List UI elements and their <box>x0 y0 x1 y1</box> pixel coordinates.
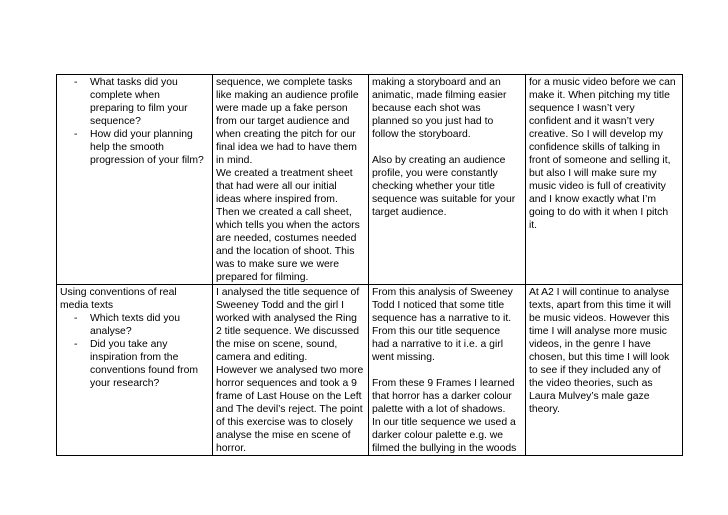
text-line: 2 title sequence. We discussed <box>215 326 360 337</box>
text-line: make it. When pitching my title <box>528 90 670 101</box>
text-line: analyse the mise en scene of <box>215 430 351 441</box>
text-line: frame of Last House on the Left <box>215 391 362 402</box>
text-line: and I know exactly what I’m <box>528 194 657 205</box>
text-line: preparing to film your <box>90 103 188 114</box>
text-line: had a narrative to it i.e. a girl <box>371 339 504 350</box>
text-line: How did your planning <box>90 129 193 140</box>
text-line: media texts <box>60 300 114 311</box>
text-line: in mind. <box>215 155 253 166</box>
text-line: going to do with it when I pitch <box>528 207 669 218</box>
text-line: Which texts did you <box>90 313 181 324</box>
question-list <box>60 312 209 390</box>
text-line: palette with a lot of shadows. <box>371 404 506 415</box>
text-line: Sweeney Todd and the girl I <box>215 300 345 311</box>
dash-bullet-icon: - <box>74 129 78 140</box>
text-line: but also I will make sure my <box>528 168 657 179</box>
text-line: confident and it wasn’t very <box>528 116 655 127</box>
text-line: darker colour palette e.g. we <box>371 430 504 441</box>
text-line: went missing. <box>371 352 435 363</box>
text-line: planned so you just had to <box>371 116 494 127</box>
cell-question <box>57 285 213 456</box>
text-line: from our target audience and <box>215 116 350 127</box>
text-line: progression of your film? <box>90 155 204 166</box>
text-line: I analysed the title sequence of <box>215 287 360 298</box>
text-line: creative. So I will develop my <box>528 129 663 140</box>
text-line: horror sequences and took a 9 <box>215 378 357 389</box>
text-line: ideas where inspired from. <box>215 194 338 205</box>
cell-answer <box>212 285 368 456</box>
text-line: and the location of shoot. This <box>215 246 355 257</box>
text-line: are needed, costumes needed <box>215 233 357 244</box>
text-line: sequence I wasn’t very <box>528 103 635 114</box>
text-line: Did you take any <box>90 339 168 350</box>
cell-answer <box>368 75 525 285</box>
table-row <box>57 285 683 456</box>
text-line: In our title sequence we used a <box>371 417 516 428</box>
text-line: for a music video before we can <box>528 77 676 88</box>
dash-bullet-icon: - <box>74 313 78 324</box>
text-line: the video theories, such as <box>528 378 653 389</box>
text-line: when creating the pitch for our <box>215 129 356 140</box>
text-line: From this analysis of Sweeney <box>371 287 513 298</box>
list-item <box>60 128 209 167</box>
text-line: were made up a fake person <box>215 103 348 114</box>
text-line: complete when <box>90 90 160 101</box>
text-line: Todd I noticed that some title <box>371 300 505 311</box>
text-line: was to make sure we were <box>215 259 339 270</box>
text-line: that horror has a darker colour <box>371 391 512 402</box>
dash-bullet-icon: - <box>74 77 78 88</box>
text-line: animatic, made filming easier <box>371 90 507 101</box>
text-line: sequence? <box>90 116 141 127</box>
text-line: final idea we had to have them <box>215 142 357 153</box>
text-line: From this our title sequence <box>371 326 501 337</box>
text-line: filmed the bullying in the woods <box>371 443 517 454</box>
text-line: chosen, but this time I will look <box>528 352 670 363</box>
text-line: time I will analyse more music <box>528 326 667 337</box>
text-line: because each shot was <box>371 103 481 114</box>
text-line: and The devil’s reject. The point <box>215 404 363 415</box>
table-row <box>57 75 683 285</box>
text-line: that had were all our initial <box>215 181 337 192</box>
document-table <box>56 74 683 456</box>
cell-answer <box>368 285 525 456</box>
text-line: We created a treatment sheet <box>215 168 353 179</box>
text-line: front of someone and selling it, <box>528 155 671 166</box>
text-line: At A2 I will continue to analyse <box>528 287 670 298</box>
cell-question <box>57 75 213 285</box>
text-line: your research? <box>90 378 160 389</box>
question-list <box>60 76 209 167</box>
text-line: music video is full of creativity <box>528 181 666 192</box>
text-line: inspiration from the <box>90 352 179 363</box>
text-line: target audience. <box>371 207 447 218</box>
list-item <box>60 338 209 390</box>
text-line: analyse? <box>90 326 132 337</box>
text-line: sequence was suitable for your <box>371 194 516 205</box>
text-line: to see if they included any of <box>528 365 661 376</box>
dash-bullet-icon: - <box>74 339 78 350</box>
text-line: theory. <box>528 404 560 415</box>
list-item <box>60 76 209 128</box>
text-line: of this exercise was to closely <box>215 417 353 428</box>
text-line: follow the storyboard. <box>371 129 471 140</box>
text-line: horror. <box>215 443 246 454</box>
text-line: Laura Mulvey’s male gaze <box>528 391 650 402</box>
text-line: worked with analysed the Ring <box>215 313 357 324</box>
cell-answer <box>525 285 682 456</box>
text-line: conventions found from <box>90 365 199 376</box>
text-line: profile, you were constantly <box>371 168 498 179</box>
text-line: videos, in the genre I have <box>528 339 651 350</box>
cell-answer <box>212 75 368 285</box>
text-line: From these 9 Frames I learned <box>371 378 515 389</box>
text-line: However we analysed two more <box>215 365 364 376</box>
list-item <box>60 312 209 338</box>
text-line: checking whether your title <box>371 181 495 192</box>
text-line: texts, apart from this time it will <box>528 300 671 311</box>
text-line: Then we created a call sheet, <box>215 207 352 218</box>
text-line: which tells you when the actors <box>215 220 360 231</box>
text-line: like making an audience profile <box>215 90 359 101</box>
text-line: making a storyboard and an <box>371 77 501 88</box>
text-line: sequence has a narrative to it. <box>371 313 512 324</box>
text-line: it. <box>528 220 538 231</box>
text-line: Also by creating an audience <box>371 155 506 166</box>
text-line: Using conventions of real <box>60 287 177 298</box>
cell-answer <box>525 75 682 285</box>
text-line: the mise on scene, sound, <box>215 339 338 350</box>
text-line: camera and editing. <box>215 352 308 363</box>
text-line: be music videos. However this <box>528 313 670 324</box>
text-line: confidence skills of talking in <box>528 142 661 153</box>
text-line: prepared for filming. <box>215 272 309 283</box>
text-line: What tasks did you <box>90 77 178 88</box>
text-line: sequence, we complete tasks <box>215 77 353 88</box>
text-line: help the smooth <box>90 142 164 153</box>
